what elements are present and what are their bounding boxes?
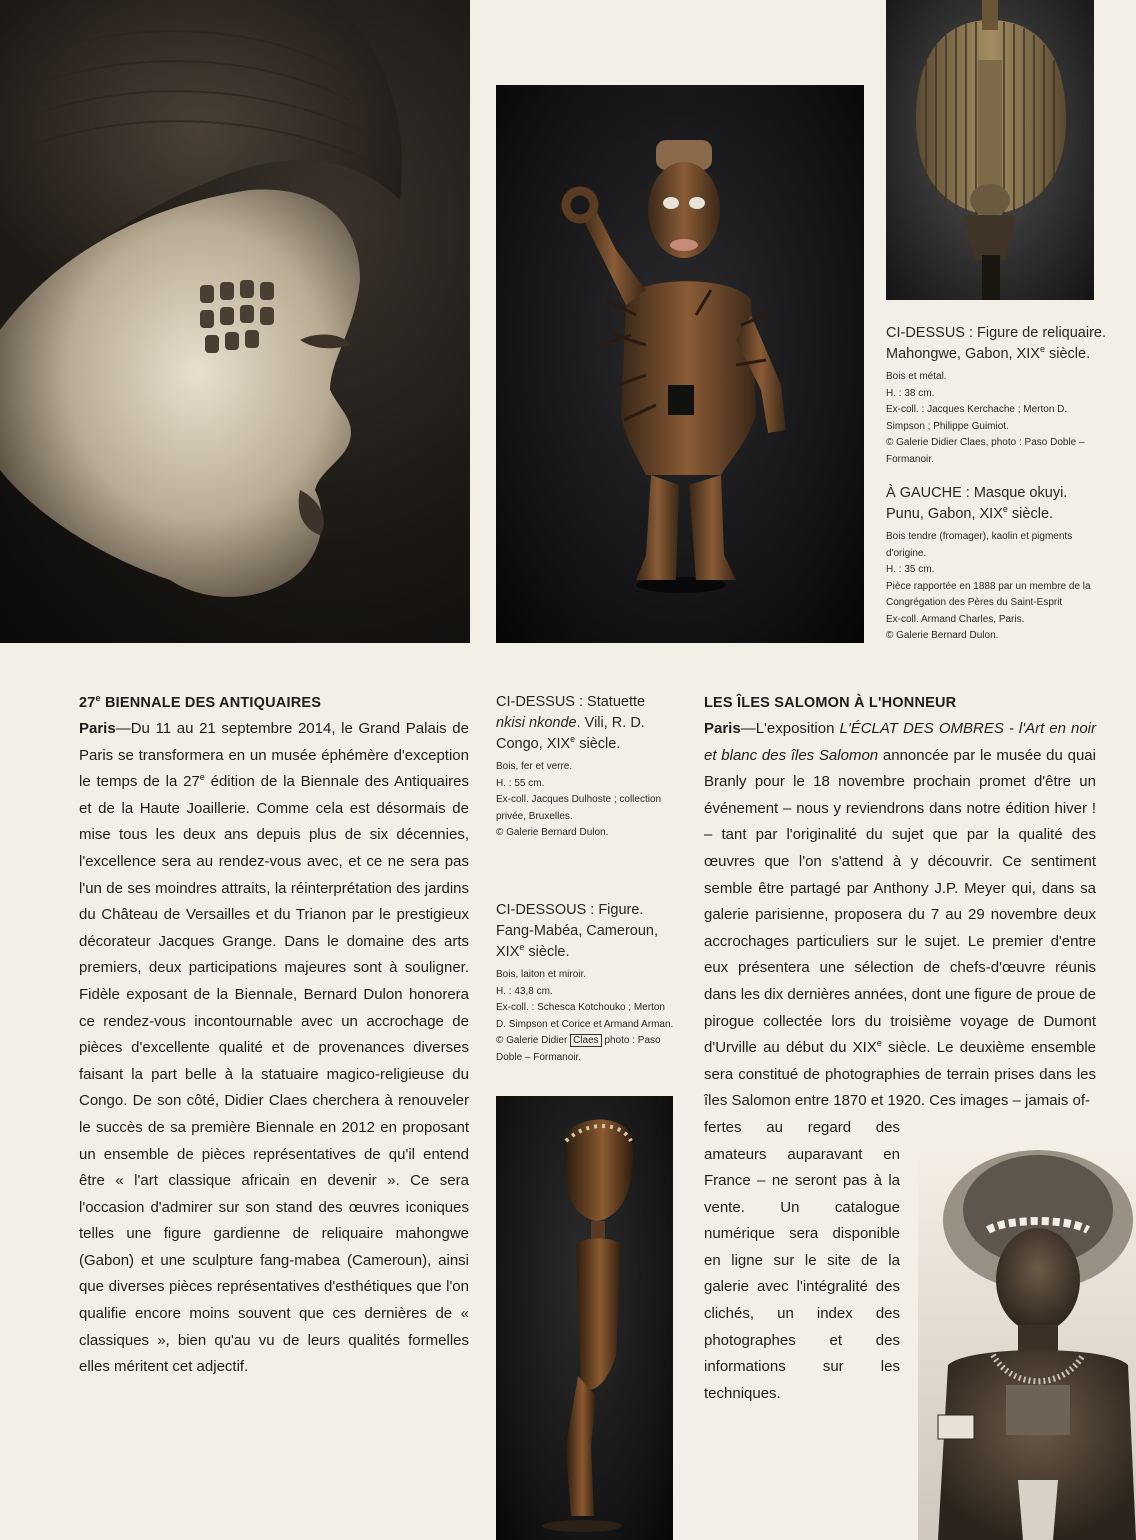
- caption-line: Bois et métal.: [886, 371, 947, 382]
- article-biennale-body: Paris—Du 11 au 21 septembre 2014, le Grand Palais de Paris se transformera en un musée éphémère d'exception le temps de la 27e édition de la Biennale des Antiquaires et de la Haute Joaillerie. Comme cela est désormais de mise tous les deux ans depuis plus de six décennies, l'excellence sera au rendez-vous avec, et ce ne sera pas l'un de ses moindres attraits, la réinterprétation des jardins du Château de Versailles et du Trianon par le prestigieux décorateur Jacques Grange. Dans le domaine des arts premiers, deux participations majeures sont à souligner. Fidèle exposant de la Biennale, Bernard Dulon honorera ce rendez-vous incontournable avec un accrochage de pièces d'excellente qualité et de provenances diverses faisant la part belle à la statuaire magico-religieuse du Congo. De son côté, Didier Claes cherchera à renouveler le succès de sa première Biennale en 2012 en proposant un ensemble de pièces représentatives de qu'il entend être « l'art classique africain en devenir ». Ce sera l'occasion d'admirer sur son stand des œuvres iconiques telles une figure gardienne de reliquaire mahongwe (Gabon) et une sculpture fang-mabea (Cameroun), ainsi que diverses pièces représentatives d'esthétiques que l'on qualifie encore moins souvent que ces dernières de « classiques », bien qu'au vu de leurs qualités formelles elles méritent cet adjectif.: [79, 720, 469, 1376]
- caption-line: Pièce rapportée en 1888 par un membre de la Congrégation des Pères du Saint-Esprit: [886, 580, 1091, 608]
- caption-line: H. : 43,8 cm.: [496, 985, 553, 997]
- article-salomon-body-narrow: fertes au regard des amateurs auparavant en France – ne seront pas à la vente. Un catalogue numérique sera disponible en ligne sur le site de la galerie avec l'intégralité des clichés, un index des photographes et des informations sur les techniques.: [704, 1118, 900, 1402]
- caption-line: Ex-coll. : Jacques Kerchache ; Merton D. Simpson ; Philippe Guimiot.: [886, 404, 1068, 432]
- mask-illustration: [0, 0, 470, 643]
- caption-line: Bois tendre (fromager), kaolin et pigments d'origine.: [886, 531, 1073, 559]
- caption-line: © Galerie Bernard Dulon.: [496, 827, 609, 838]
- caption-line: Bois, fer et verre.: [496, 761, 573, 772]
- caption-line: © Galerie Bernard Dulon.: [886, 630, 999, 641]
- reliquary-illustration: [886, 0, 1094, 300]
- article-salomon-heading: LES ÎLES SALOMON À L'HONNEUR: [704, 695, 957, 711]
- caption-line: Ex-coll. : Schesca Kotchouko ; Merton D. Simpson et Corice et Armand Arman.: [496, 1002, 674, 1030]
- mask-caption-details: [886, 529, 1108, 645]
- boxed-word: Claes: [570, 1034, 602, 1047]
- fang-figure-photo: [496, 1096, 673, 1540]
- mask-caption-title: À GAUCHE : Masque okuyi. Punu, Gabon, XIXe siècle.: [886, 485, 1068, 522]
- reliquary-caption-details: [886, 369, 1108, 468]
- caption-line: © Galerie Didier Claes, photo : Paso Doble – Formanoir.: [886, 437, 1085, 465]
- caption-credit: © Galerie Didier Claes photo : Paso Doble – Formanoir.: [496, 1035, 661, 1063]
- nkisi-illustration: [496, 85, 864, 643]
- nkisi-caption: [496, 692, 676, 842]
- caption-line: H. : 35 cm.: [886, 564, 935, 575]
- caption-line: H. : 38 cm.: [886, 387, 935, 399]
- caption-line: Bois, laiton et miroir.: [496, 969, 587, 980]
- caption-line: Ex-coll. Jacques Dulhoste ; collection privée, Bruxelles.: [496, 794, 662, 822]
- okuyi-mask-photo: [0, 0, 470, 643]
- article-salomon: [704, 690, 1096, 1407]
- fang-caption-title: CI-DESSOUS : Figure. Fang-Mabéa, Cameroun, XIXe siècle.: [496, 902, 658, 960]
- fang-illustration: [496, 1096, 673, 1540]
- fang-caption-details: [496, 967, 674, 1066]
- reliquary-caption: [886, 323, 1108, 468]
- mask-caption: [886, 483, 1108, 645]
- nkisi-statuette-photo: [496, 85, 864, 643]
- fang-caption: [496, 900, 674, 1066]
- nkisi-caption-title: CI-DESSUS : Statuette nkisi nkonde. Vili, R. D. Congo, XIXe siècle.: [496, 694, 646, 752]
- reliquary-figure-photo: [886, 0, 1094, 300]
- caption-line: H. : 55 cm.: [496, 777, 545, 789]
- article-salomon-body: Paris—L'exposition L'ÉCLAT DES OMBRES - l'Art en noir et blanc des îles Salomon annoncée par le musée du quai Branly pour le 18 novembre prochain promet d'être un événement – nous y reviendrons dans notre édition hiver ! – tant par l'originalité du sujet que par la qualité des œuvres que l'on s'attend à y découvrir. Ce sentiment semble être partagé par Anthony J.P. Meyer qui, dans sa galerie parisienne, proposera du 7 au 29 novembre deux accrochages particuliers sur le sujet. Le premier d'entre eux présentera une sélection de chefs-d'œuvre réunis dans les dix dernières années, dont une figure de proue de pirogue collectée lors du troisième voyage de Dumont d'Urville au début du XIXe siècle. Le deuxième ensemble sera constitué de photographies de terrain prises dans les îles Salomon entre 1870 et 1920. Ces images – jamais of-: [704, 720, 1096, 1110]
- nkisi-caption-details: [496, 759, 676, 842]
- caption-line: Ex-coll. Armand Charles, Paris.: [886, 613, 1025, 625]
- reliquary-caption-title: CI-DESSUS : Figure de reliquaire. Mahongwe, Gabon, XIXe siècle.: [886, 325, 1106, 362]
- article-biennale: [79, 690, 469, 1381]
- article-biennale-heading: 27e BIENNALE DES ANTIQUAIRES: [79, 693, 322, 711]
